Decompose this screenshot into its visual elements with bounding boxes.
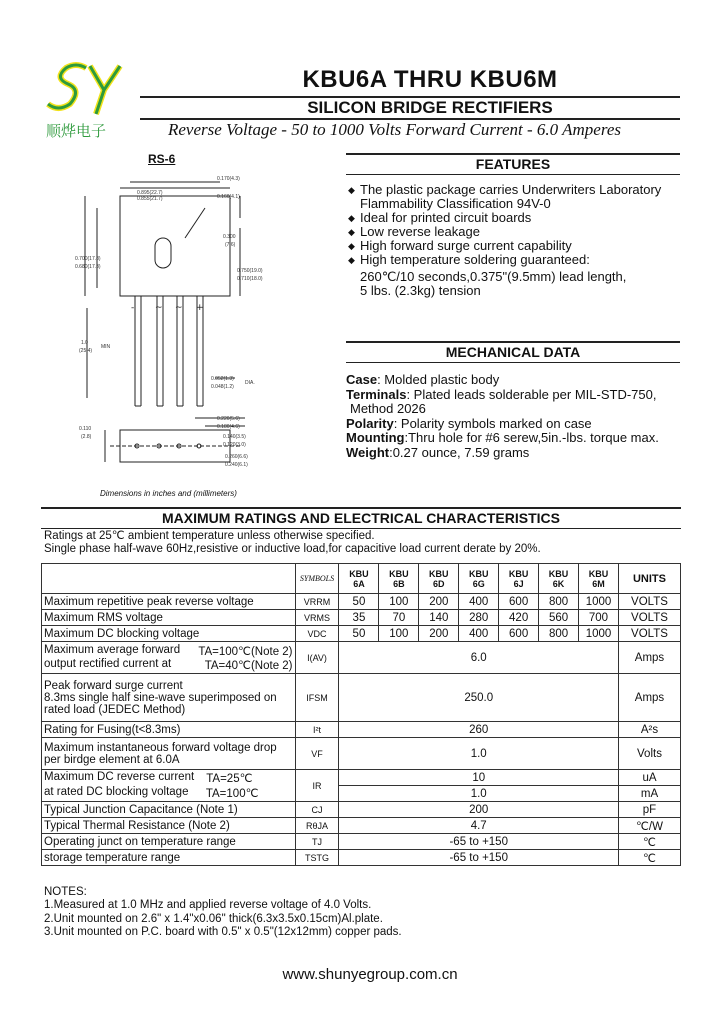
table-row-cj: Typical Junction Capacitance (Note 1) CJ 200 pF — [42, 802, 681, 818]
svg-text:0.700(17.8): 0.700(17.8) — [75, 256, 101, 262]
table-row-tj: Operating junct on temperature range TJ -65 to +150 ℃ — [42, 834, 681, 850]
package-drawing — [75, 168, 345, 488]
table-row-vdc: Maximum DC blocking voltage VDC 50 100 200 400 600 800 1000 VOLTS — [42, 626, 681, 642]
package-label: RS-6 — [148, 152, 176, 166]
table-row-vrms: Maximum RMS voltage VRMS 35 70 140 280 420 560 700 VOLTS — [42, 610, 681, 626]
table-row-vrrm: Maximum repetitive peak reverse voltage VRRM 50 100 200 400 600 800 1000 VOLTS — [42, 594, 681, 610]
table-row-tstg: storage temperature range TSTG -65 to +150 ℃ — [42, 850, 681, 866]
company-logo — [40, 60, 140, 140]
feature-item: ◆ Ideal for printed circuit boards — [348, 210, 532, 225]
svg-text:0.895(22.7): 0.895(22.7) — [137, 190, 163, 196]
table-row-iav: Maximum average forward TA=100℃(Note 2) output rectified current at TA=40℃(Note 2) I(AV) 6.0 Amps — [42, 642, 681, 674]
svg-text:0.240(6.1): 0.240(6.1) — [225, 462, 248, 468]
logo-chinese-text: 顺烨电子 — [46, 122, 107, 140]
mech-row-case: Case: Molded plastic body — [346, 372, 500, 387]
svg-text:0.710(18.0): 0.710(18.0) — [237, 276, 263, 282]
table-row-ir1: Maximum DC reverse current TA=25℃ IR 10 uA — [42, 770, 681, 786]
table-header-row: SYMBOLS KBU 6A KBU 6B KBU 6D KBU 6G KBU 6J KBU 6K KBU 6M UNITS — [42, 564, 681, 594]
mech-row-polarity: Polarity: Polarity symbols marked on case — [346, 415, 592, 431]
ratings-bottom-rule — [41, 528, 681, 529]
bullet-icon: ◆ — [348, 213, 355, 223]
svg-text:1.0: 1.0 — [81, 340, 88, 346]
tagline: Reverse Voltage - 50 to 1000 Volts Forward Current - 6.0 Amperes — [168, 120, 621, 139]
table-row-i2t: Rating for Fusing(t<8.3ms) I²t 260 A²s — [42, 722, 681, 738]
mechanical-data — [346, 373, 696, 461]
features-bottom-rule — [346, 174, 680, 175]
pin-label-neg: - — [131, 303, 135, 313]
notes-section — [44, 886, 694, 939]
note-item: 2.Unit mounted on 2.6" x 1.4"x0.06" thick(6.3x3.5x0.15cm)Al.plate. — [44, 912, 383, 925]
feature-item: ◆ Low reverse leakage — [348, 224, 480, 239]
table-row-vf: Maximum instantaneous forward voltage drop per birdge element at 6.0A VF 1.0 Volts — [42, 738, 681, 770]
svg-text:0.220(5.6): 0.220(5.6) — [217, 416, 240, 422]
feature-item: ◆ High forward surge current capability — [348, 238, 572, 253]
dimension-caption: Dimensions in inches and (millimeters) — [100, 489, 237, 498]
svg-text:0.052(1.3): 0.052(1.3) — [211, 376, 234, 382]
table-row-ir2: at rated DC blocking voltage TA=100℃ 1.0 mA — [42, 786, 681, 802]
note-item: 1.Measured at 1.0 MHz and applied reverse voltage of 4.0 Volts. — [44, 899, 372, 912]
mechanical-heading: MECHANICAL DATA — [445, 344, 581, 360]
mech-row-weight: Weight:0.27 ounce, 7.59 grams — [346, 444, 530, 460]
features-heading: FEATURES — [475, 156, 551, 172]
ratings-notes: Ratings at 25℃ ambient temperature unless otherwise specified. Single phase half-wave 60Hz,resistive or inductive load,for capacitive load current derate by 20%. — [44, 530, 541, 555]
bullet-icon: ◆ — [348, 255, 355, 265]
ratings-top-rule — [41, 507, 681, 509]
mech-row-method: Method 2026 — [350, 401, 426, 417]
svg-text:0.140(3.5): 0.140(3.5) — [223, 434, 246, 440]
note-item: 3.Unit mounted on P.C. board with 0.5" x 0.5"(12x12mm) copper pads. — [44, 925, 402, 938]
svg-text:(25.4): (25.4) — [79, 348, 93, 354]
svg-text:0.170(4.3): 0.170(4.3) — [217, 176, 240, 182]
pin-label-ac1: ~ — [155, 303, 163, 313]
svg-text:0.110: 0.110 — [79, 426, 92, 432]
svg-text:0.855(21.7): 0.855(21.7) — [137, 196, 163, 202]
svg-text:0.300: 0.300 — [223, 234, 236, 240]
ratings-table — [41, 563, 681, 866]
svg-text:0.680(17.3): 0.680(17.3) — [75, 264, 101, 270]
features-top-rule — [346, 153, 680, 155]
mech-top-rule — [346, 341, 680, 343]
bullet-icon: ◆ — [348, 241, 355, 251]
page-title: KBU6A THRU KBU6M — [302, 66, 558, 93]
svg-text:0.750(19.0): 0.750(19.0) — [237, 268, 263, 274]
mech-row-terminals: Terminals: Plated leads solderable per MIL-STD-750, — [346, 386, 657, 402]
ratings-heading: MAXIMUM RATINGS AND ELECTRICAL CHARACTERISTICS — [162, 510, 560, 526]
table-row-ifsm: Peak forward surge current 8.3ms single half sine-wave superimposed on rated load (JEDEC Method) IFSM 250.0 Amps — [42, 674, 681, 722]
mech-row-mounting: Mounting:Thru hole for #6 serew,5in.-lbs. torque max. — [346, 430, 659, 446]
footer-url[interactable]: www.shunyegroup.com.cn — [282, 966, 458, 983]
page-subtitle: SILICON BRIDGE RECTIFIERS — [307, 98, 553, 117]
pin-label-ac2: ~ — [175, 303, 183, 313]
feature-item: ◆ The plastic package carries Underwriters Laboratory Flammability Classification 94V-0 — [348, 182, 662, 211]
pin-label-pos: + — [196, 303, 204, 313]
table-row-rth: Typical Thermal Resistance (Note 2) RθJA 4.7 ℃/W — [42, 818, 681, 834]
bullet-icon: ◆ — [348, 227, 355, 237]
svg-text:0.048(1.2): 0.048(1.2) — [211, 384, 234, 390]
svg-text:0.160(4.1): 0.160(4.1) — [217, 194, 240, 200]
bullet-icon: ◆ — [348, 185, 355, 195]
svg-text:(7.6): (7.6) — [225, 242, 236, 248]
svg-text:0.260(6.6): 0.260(6.6) — [225, 454, 248, 460]
svg-text:DIA.: DIA. — [245, 380, 255, 386]
svg-text:0.120(3.0): 0.120(3.0) — [223, 442, 246, 448]
svg-text:(2.8): (2.8) — [81, 434, 92, 440]
mech-bottom-rule — [346, 362, 680, 363]
svg-text:MIN: MIN — [101, 344, 111, 350]
svg-text:0.180(4.6): 0.180(4.6) — [217, 424, 240, 430]
features-list — [348, 183, 698, 298]
notes-title: NOTES: — [44, 886, 87, 898]
feature-item: ◆ High temperature soldering guaranteed: 260℃/10 seconds,0.375"(9.5mm) lead length, 5 lbs. (2.3kg) tension — [348, 252, 627, 298]
